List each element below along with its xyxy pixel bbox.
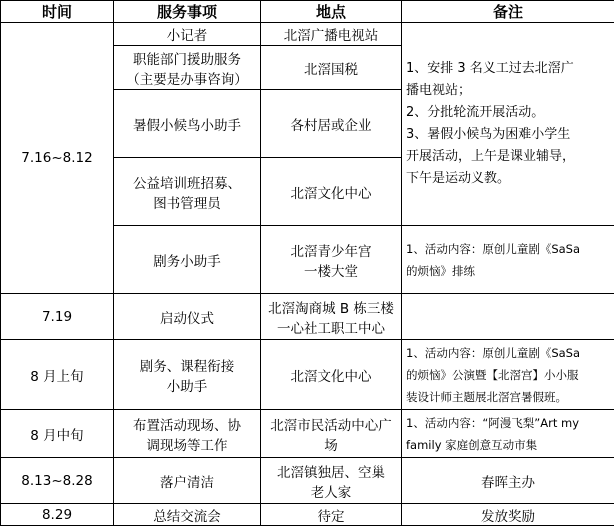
header-service: 服务事项 [114,1,261,23]
note-line: 2、分批轮流开展活动。 [406,105,545,120]
place-line: 一心社工职工中心 [277,320,385,337]
table-row [1,23,614,46]
service-line: 暑假小候鸟小助手 [133,117,241,134]
service-line: 剧务小助手 [153,253,221,270]
place-line: 北滘文化中心 [290,185,372,202]
note-line: 1、活动内容：“阿漫飞梨”Art my [406,415,579,430]
table-row [1,458,614,504]
header-place: 地点 [261,1,402,23]
table-row [1,410,614,458]
note-line: 1、活动内容：原创儿童剧《SaSa [406,241,581,256]
notes-cell-main [402,23,614,226]
place-cell [261,46,402,90]
service-line: 布置活动现场、协 [133,417,241,434]
note-line: 1、活动内容：原创儿童剧《SaSa [406,345,581,360]
notes-cell-empty [402,294,614,340]
place-cell [261,158,402,226]
place-line: 北滘淘商城 B 栋三楼 [268,300,394,317]
place-line: 北滘市民活动中心广 [270,417,392,434]
service-cell [114,410,261,458]
time-cell: 8 月上旬 [1,340,114,410]
service-cell [114,46,261,90]
place-cell [261,458,402,504]
note-line: 装设计师主题展北滘宫暑假班。 [406,389,567,404]
header-time: 时间 [1,1,114,23]
place-line: 北滘国税 [304,61,358,78]
service-line: （主要是办事咨询） [126,71,248,88]
note-line: 开展活动，上午是课业辅导， [406,149,576,164]
table-row [1,504,614,526]
time-cell: 8.29 [1,504,114,526]
place-cell [261,294,402,340]
time-cell: 8.13~8.28 [1,458,114,504]
time-cell: 7.16~8.12 [1,23,114,294]
service-cell [114,23,261,46]
note-line: 3、暑假小候鸟为困难小学生 [406,127,571,142]
place-cell [261,340,402,410]
place-line: 场 [324,437,338,454]
service-cell [114,458,261,504]
service-line: 图书管理员 [153,195,221,212]
note-line: 的烦恼》排练 [406,263,475,278]
notes-cell-aug-early [402,340,614,410]
place-line: 北滘镇独居、空巢 [277,464,385,481]
service-line: 剧务、课程衔接 [139,358,235,375]
note-line: 的烦恼》公演暨【北滘宫】小小服 [406,367,579,382]
place-cell [261,226,402,294]
place-line: 老人家 [310,484,352,501]
place-line: 北滘广播电视站 [283,28,379,44]
service-cell [114,504,261,526]
place-line: 北滘文化中心 [290,368,372,385]
note-line: 1、安排 3 名义工过去北滘广 [406,61,574,76]
notes-cell-aug-mid [402,410,614,458]
header-notes: 备注 [402,1,614,23]
time-cell: 8 月中旬 [1,410,114,458]
note-line: family 家庭创意互动市集 [406,437,538,452]
service-line: 启动仪式 [160,310,214,327]
service-cell [114,158,261,226]
note-line: 下午是运动义教。 [406,171,511,186]
table-row [1,294,614,340]
notes-cell-summary: 发放奖励 [402,504,614,526]
service-line: 小助手 [166,378,208,395]
place-cell [261,23,402,46]
service-cell [114,226,261,294]
service-line: 小记者 [166,28,208,44]
table-row [1,340,614,410]
service-line: 落户清洁 [160,474,214,491]
place-cell [261,410,402,458]
service-cell [114,90,261,158]
service-cell [114,340,261,410]
service-cell [114,294,261,340]
place-line: 各村居或企业 [290,117,372,134]
notes-cell-cleaning: 春晖主办 [402,458,614,504]
service-line: 总结交流会 [153,508,221,525]
place-line: 待定 [317,508,345,525]
notes-cell-drama [402,226,614,294]
place-cell [261,90,402,158]
place-cell [261,504,402,526]
service-line: 职能部门援助服务 [133,51,241,68]
service-line: 公益培训班招募、 [133,175,241,192]
note-line: 播电视站； [406,83,472,98]
header-row [1,1,614,23]
time-cell: 7.19 [1,294,114,340]
place-line: 一楼大堂 [304,263,358,280]
place-line: 北滘青少年宫 [290,243,372,260]
service-line: 调现场等工作 [146,437,228,454]
